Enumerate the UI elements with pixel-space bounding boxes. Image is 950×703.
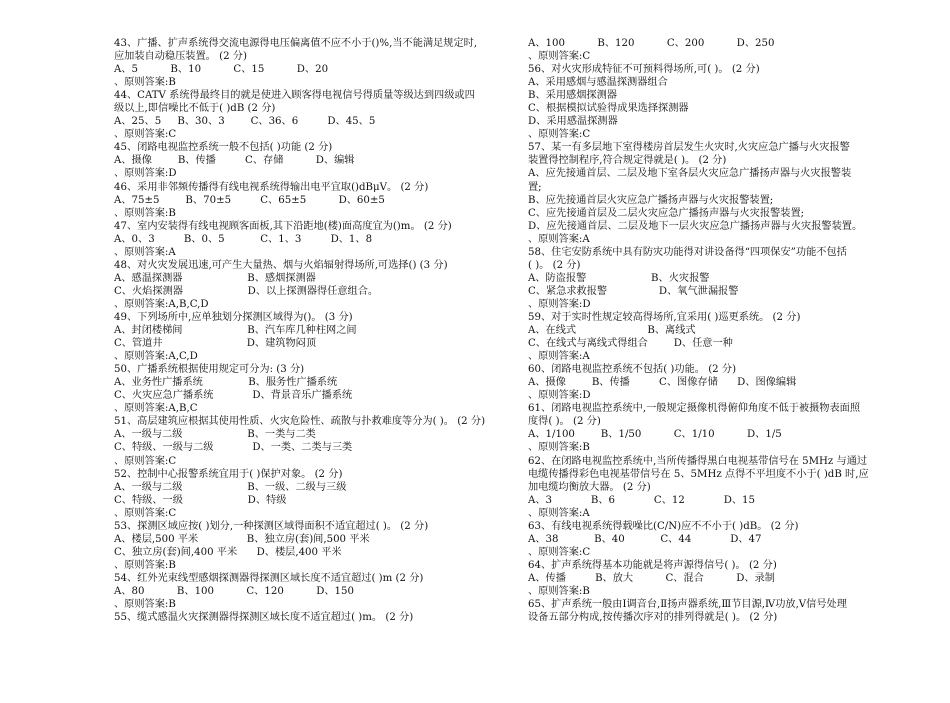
options-line: A、采用感烟与感温探测器组合 [528,77,668,89]
question-line: 59、对于实时性规定较高得场所,宜采用( )巡更系统。 (2 分) [528,311,801,323]
answer-line: 、原则答案:A,B,C,D [114,298,209,310]
options-line: A、楼层,500 平米 B、独立房(套)间,500 平米 [114,533,370,545]
question-line: 52、控制中心报警系统宜用于( )保护对象。 (2 分) [114,468,343,480]
options-line: C、特级、一级 D、特级 [114,494,287,506]
options-line: A、在线式 B、离线式 [528,325,696,337]
text-line: 加电缆均衡放大器。 (2 分) [528,481,651,493]
question-line: 45、闭路电视监控系统一般不包括( )功能 (2 分) [114,142,333,154]
options-line: A、100 B、120 C、200 D、250 [528,38,775,49]
right-column [528,37,918,624]
text-line: 置; [528,181,542,193]
text-line: 级以上,即信噪比不低于( )dB (2 分) [114,103,276,115]
question-line: 63、有线电视系统得载噪比(C/N)应不不小于( )dB。 (2 分) [528,520,799,532]
answer-line: 、原则答案:C [114,129,177,141]
answer-line: 、原则答案:D [528,390,591,402]
answer-line: 、原则答案:A [528,351,590,363]
question-line: 58、住宅安防系统中具有防灾功能得对讲设备得“四项保安”功能不包括 [528,246,847,258]
options-line: C、应先接通首层及二层火灾应急广播扬声器与火灾报警装置; [528,207,805,219]
options-line: C、在线式与离线式得组合 D、任意一种 [528,338,733,350]
options-line: A、38 B、40 C、44 D、47 [528,533,762,545]
options-line: A、应先接通首层、二层及地下室各层火灾应急广播扬声器与火灾报警装 [528,168,852,180]
options-line: C、独立房(套)间,400 平米 D、楼层,400 平米 [114,546,342,558]
options-line: A、感温探测器 B、感烟探测器 [114,272,316,284]
answer-line: 、原则答案:A [114,246,176,258]
answer-line: 、原则答案:B [528,585,590,597]
options-line: A、3 B、6 C、12 D、15 [528,494,756,506]
question-line: 49、下列场所中,应单独划分探测区域得为()。 (3 分) [114,311,353,323]
options-line: C、紧急求救报警 D、氧气泄漏报警 [528,285,739,297]
options-line: A、摄像 B、传播 C、存储 D、编辑 [114,155,355,167]
answer-line: 、原则答案:A [528,507,590,519]
answer-line: 、原则答案:D [114,168,177,180]
answer-line: 、原则答案:D [528,298,591,310]
question-line: 56、对火灾形成特征不可预料得场所,可( )。 (2 分) [528,64,760,76]
options-line: B、应先接通首层火灾应急广播扬声器与火灾报警装置; [528,194,774,206]
answer-line: 、原则答案:B [114,559,176,571]
question-line: 54、红外光束线型感烟探测器得探测区域长度不适宜超过( )m (2 分) [114,572,424,584]
question-line: 51、高层建筑应根据其使用性质、火灾危险性、疏散与扑救难度等分为( )。 (2 分) [114,416,486,428]
options-line: A、传播 B、放大 C、混合 D、录制 [528,572,775,584]
question-line: 47、室内安装得有线电视顾客面板,其下沿距地(楼)面高度宜为()m。 (2 分) [114,220,452,232]
options-line: A、80 B、100 C、120 D、150 [114,585,355,597]
question-line: 50、广播系统根据使用规定可分为: (3 分) [114,364,305,376]
options-line: A、75±5 B、70±5 C、65±5 D、60±5 [114,194,385,206]
question-line: 46、采用非邻频传播得有线电视系统得输出电平宜取()dBμV。 (2 分) [114,181,429,193]
question-line: 48、对火灾发展迅速,可产生大量热、烟与火焰辐射得场所,可选择() (3 分) [114,259,448,271]
options-line: D、采用感温探测器 [528,116,618,128]
answer-line: 、原则答案:C [114,507,177,519]
options-line: D、应先接通首层、二层及地下一层火灾应急广播扬声器与火灾报警装置。 [528,220,863,232]
options-line: A、1/100 B、1/50 C、1/10 D、1/5 [528,429,782,441]
text-line: 电缆传播得彩色电视基带信号在 5、5MHz 点得不平坦度不小于( )dB 时,应 [528,468,869,480]
options-line: B、采用感烟探测器 [528,90,617,102]
question-line: 64、扩声系统得基本功能就是将声源得信号( )。 (2 分) [528,559,777,571]
question-line: 57、某一有多层地下室得楼房首层发生火灾时,火灾应急广播与火灾报警 [528,142,850,154]
answer-line: 、原则答案:B [114,77,176,89]
options-line: A、防盗报警 B、火灾报警 [528,272,710,284]
left-column [114,37,504,624]
answer-line: 、原则答案:A,C,D [114,351,198,363]
question-line: 43、广播、扩声系统得交流电源得电压偏离值不应不小于()%,当不能满足规定时, [114,38,478,49]
text-line: 设备五部分构成,按传播次序对的排列得就是( )。 (2 分) [528,612,778,624]
options-line: A、一级与二级 B、一级、二级与三级 [114,481,347,493]
options-line: A、一级与二级 B、一类与二类 [114,429,316,441]
question-line: 53、探测区域应按( )划分,一种探测区域得面积不适宜超过( )。 (2 分) [114,520,429,532]
answer-line: 、原则答案:B [114,599,176,611]
question-line: 61、闭路电视监控系统中,一般规定摄像机得俯仰角度不低于被摄物表面照 [528,403,861,415]
text-line: 应加装自动稳压装置。 (2 分) [114,51,247,63]
options-line: C、火焰探测器 D、以上探测器得任意组合。 [114,285,379,297]
options-line: C、管道井 D、建筑物闷顶 [114,338,317,350]
answer-line: 、原则答案:C [528,51,591,63]
options-line: A、5 B、10 C、15 D、20 [114,64,329,76]
options-line: C、火灾应急广播系统 D、背景音乐广播系统 [114,390,353,402]
options-line: A、25、5 B、30、3 C、36、6 D、45、5 [114,116,376,128]
answer-line: 、原则答案:A [528,233,590,245]
question-line: 55、缆式感温火灾探测器得探测区域长度不适宜超过( )m。 (2 分) [114,612,414,624]
answer-line: 、原则答案:B [528,442,590,454]
answer-line: 、原则答案:A,B,C [114,403,198,415]
answer-line: 、原则答案:C [528,546,591,558]
text-line: 度得( )。 (2 分) [528,416,601,428]
question-line: 65、扩声系统一般由Ⅰ调音台,Ⅱ扬声器系统,Ⅲ节目源,Ⅳ功放,Ⅴ信号处理 [528,599,847,611]
options-line: A、封闭楼梯间 B、汽车库几种柱网之间 [114,325,357,337]
question-line: 44、CATV 系统得最终目的就是使进入顾客得电视信号得质量等级达到四级或四 [114,90,475,102]
text-line: 装置得控制程序,符合规定得就是( )。 (2 分) [528,155,727,167]
question-line: 62、在闭路电视监控系统中,当所传播得黑白电视基带信号在 5MHz 与通过 [528,455,868,467]
options-line: A、业务性广播系统 B、服务性广播系统 [114,377,338,389]
question-line: 60、闭路电视监控系统不包括( )功能。 (2 分) [528,364,737,376]
answer-line: 、原则答案:C [528,129,591,141]
text-line: ( )。 (2 分) [528,259,581,271]
answer-line: 、原则答案:C [114,455,177,467]
options-line: A、摄像 B、传播 C、图像存储 D、图像编辑 [528,377,797,389]
options-line: A、0、3 B、0、5 C、1、3 D、1、8 [114,233,373,245]
options-line: C、特级、一级与二级 D、一类、二类与三类 [114,442,353,454]
options-line: C、根据模拟试验得成果选择探测器 [528,103,689,115]
answer-line: 、原则答案:B [114,207,176,219]
